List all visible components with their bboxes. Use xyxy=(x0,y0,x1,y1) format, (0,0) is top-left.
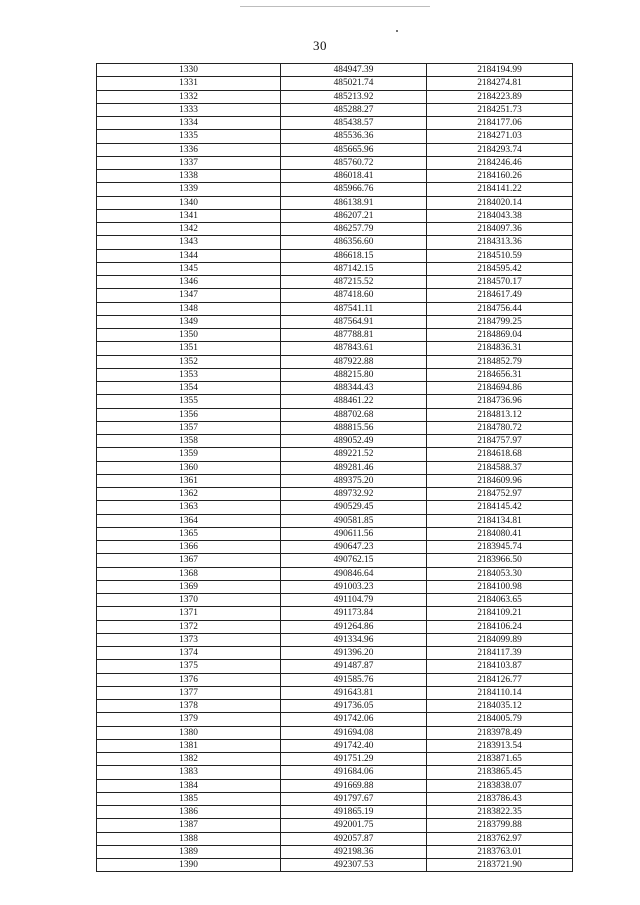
x-coordinate-cell: 491742.06 xyxy=(281,713,427,726)
table-row xyxy=(97,329,573,342)
x-coordinate-cell: 491643.81 xyxy=(281,686,427,699)
point-number-cell: 1343 xyxy=(97,236,281,249)
table-row xyxy=(97,779,573,792)
y-coordinate-cell: 2184570.17 xyxy=(427,276,573,289)
y-coordinate-cell: 2184063.65 xyxy=(427,594,573,607)
table-row xyxy=(97,64,573,77)
table-row xyxy=(97,143,573,156)
table-row xyxy=(97,435,573,448)
y-coordinate-cell: 2184100.98 xyxy=(427,580,573,593)
table-row xyxy=(97,726,573,739)
point-number-cell: 1386 xyxy=(97,806,281,819)
table-row xyxy=(97,792,573,805)
y-coordinate-cell: 2184223.89 xyxy=(427,90,573,103)
point-number-cell: 1344 xyxy=(97,249,281,262)
x-coordinate-cell: 492001.75 xyxy=(281,819,427,832)
x-coordinate-cell: 489221.52 xyxy=(281,448,427,461)
table-row xyxy=(97,527,573,540)
table-row xyxy=(97,806,573,819)
coordinates-table xyxy=(96,63,573,872)
x-coordinate-cell: 485288.27 xyxy=(281,103,427,116)
table-row xyxy=(97,130,573,143)
x-coordinate-cell: 491684.06 xyxy=(281,766,427,779)
point-number-cell: 1358 xyxy=(97,435,281,448)
table-row xyxy=(97,170,573,183)
point-number-cell: 1364 xyxy=(97,514,281,527)
y-coordinate-cell: 2184736.96 xyxy=(427,395,573,408)
y-coordinate-cell: 2183838.07 xyxy=(427,779,573,792)
point-number-cell: 1347 xyxy=(97,289,281,302)
y-coordinate-cell: 2184194.99 xyxy=(427,64,573,77)
x-coordinate-cell: 491797.67 xyxy=(281,792,427,805)
table-row xyxy=(97,382,573,395)
y-coordinate-cell: 2184780.72 xyxy=(427,421,573,434)
y-coordinate-cell: 2184852.79 xyxy=(427,355,573,368)
x-coordinate-cell: 491173.84 xyxy=(281,607,427,620)
point-number-cell: 1388 xyxy=(97,832,281,845)
x-coordinate-cell: 491487.87 xyxy=(281,660,427,673)
y-coordinate-cell: 2183822.35 xyxy=(427,806,573,819)
x-coordinate-cell: 491669.88 xyxy=(281,779,427,792)
y-coordinate-cell: 2184752.97 xyxy=(427,488,573,501)
y-coordinate-cell: 2184053.30 xyxy=(427,567,573,580)
point-number-cell: 1366 xyxy=(97,541,281,554)
point-number-cell: 1370 xyxy=(97,594,281,607)
y-coordinate-cell: 2183966.50 xyxy=(427,554,573,567)
point-number-cell: 1379 xyxy=(97,713,281,726)
y-coordinate-cell: 2184177.06 xyxy=(427,117,573,130)
table-row xyxy=(97,77,573,90)
point-number-cell: 1359 xyxy=(97,448,281,461)
x-coordinate-cell: 485665.96 xyxy=(281,143,427,156)
point-number-cell: 1337 xyxy=(97,156,281,169)
x-coordinate-cell: 486257.79 xyxy=(281,223,427,236)
y-coordinate-cell: 2184097.36 xyxy=(427,223,573,236)
table-row xyxy=(97,368,573,381)
x-coordinate-cell: 491334.96 xyxy=(281,633,427,646)
table-row xyxy=(97,223,573,236)
y-coordinate-cell: 2184293.74 xyxy=(427,143,573,156)
point-number-cell: 1331 xyxy=(97,77,281,90)
y-coordinate-cell: 2183913.54 xyxy=(427,739,573,752)
point-number-cell: 1369 xyxy=(97,580,281,593)
y-coordinate-cell: 2184271.03 xyxy=(427,130,573,143)
point-number-cell: 1385 xyxy=(97,792,281,805)
point-number-cell: 1363 xyxy=(97,501,281,514)
point-number-cell: 1351 xyxy=(97,342,281,355)
point-number-cell: 1371 xyxy=(97,607,281,620)
x-coordinate-cell: 491742.40 xyxy=(281,739,427,752)
table-row xyxy=(97,580,573,593)
x-coordinate-cell: 485021.74 xyxy=(281,77,427,90)
table-row xyxy=(97,541,573,554)
point-number-cell: 1352 xyxy=(97,355,281,368)
x-coordinate-cell: 487843.61 xyxy=(281,342,427,355)
point-number-cell: 1335 xyxy=(97,130,281,143)
x-coordinate-cell: 486618.15 xyxy=(281,249,427,262)
table-row xyxy=(97,739,573,752)
x-coordinate-cell: 485213.92 xyxy=(281,90,427,103)
x-coordinate-cell: 490529.45 xyxy=(281,501,427,514)
x-coordinate-cell: 491736.05 xyxy=(281,700,427,713)
point-number-cell: 1374 xyxy=(97,647,281,660)
y-coordinate-cell: 2184757.97 xyxy=(427,435,573,448)
y-coordinate-cell: 2184043.38 xyxy=(427,209,573,222)
x-coordinate-cell: 485760.72 xyxy=(281,156,427,169)
x-coordinate-cell: 490611.56 xyxy=(281,527,427,540)
point-number-cell: 1360 xyxy=(97,461,281,474)
point-number-cell: 1356 xyxy=(97,408,281,421)
x-coordinate-cell: 488344.43 xyxy=(281,382,427,395)
table-row xyxy=(97,249,573,262)
table-row xyxy=(97,474,573,487)
x-coordinate-cell: 489281.46 xyxy=(281,461,427,474)
table-row xyxy=(97,421,573,434)
y-coordinate-cell: 2183763.01 xyxy=(427,845,573,858)
table-row xyxy=(97,859,573,872)
table-row xyxy=(97,196,573,209)
y-coordinate-cell: 2183945.74 xyxy=(427,541,573,554)
point-number-cell: 1390 xyxy=(97,859,281,872)
page-number: 30 xyxy=(313,38,327,53)
y-coordinate-cell: 2184035.12 xyxy=(427,700,573,713)
point-number-cell: 1342 xyxy=(97,223,281,236)
y-coordinate-cell: 2184756.44 xyxy=(427,302,573,315)
x-coordinate-cell: 491585.76 xyxy=(281,673,427,686)
point-number-cell: 1330 xyxy=(97,64,281,77)
x-coordinate-cell: 491264.86 xyxy=(281,620,427,633)
point-number-cell: 1383 xyxy=(97,766,281,779)
point-number-cell: 1368 xyxy=(97,567,281,580)
x-coordinate-cell: 489052.49 xyxy=(281,435,427,448)
y-coordinate-cell: 2183871.65 xyxy=(427,753,573,766)
x-coordinate-cell: 487922.88 xyxy=(281,355,427,368)
table-row xyxy=(97,501,573,514)
y-coordinate-cell: 2184141.22 xyxy=(427,183,573,196)
point-number-cell: 1381 xyxy=(97,739,281,752)
point-number-cell: 1355 xyxy=(97,395,281,408)
x-coordinate-cell: 492057.87 xyxy=(281,832,427,845)
table-row xyxy=(97,673,573,686)
x-coordinate-cell: 491104.79 xyxy=(281,594,427,607)
y-coordinate-cell: 2184251.73 xyxy=(427,103,573,116)
x-coordinate-cell: 491751.29 xyxy=(281,753,427,766)
table-row xyxy=(97,554,573,567)
x-coordinate-cell: 485438.57 xyxy=(281,117,427,130)
x-coordinate-cell: 491865.19 xyxy=(281,806,427,819)
scan-speck xyxy=(396,30,398,32)
y-coordinate-cell: 2183865.45 xyxy=(427,766,573,779)
point-number-cell: 1339 xyxy=(97,183,281,196)
y-coordinate-cell: 2184110.14 xyxy=(427,686,573,699)
point-number-cell: 1365 xyxy=(97,527,281,540)
point-number-cell: 1348 xyxy=(97,302,281,315)
point-number-cell: 1334 xyxy=(97,117,281,130)
y-coordinate-cell: 2184836.31 xyxy=(427,342,573,355)
table-row xyxy=(97,567,573,580)
x-coordinate-cell: 491694.08 xyxy=(281,726,427,739)
x-coordinate-cell: 487564.91 xyxy=(281,315,427,328)
table-row xyxy=(97,209,573,222)
x-coordinate-cell: 491396.20 xyxy=(281,647,427,660)
y-coordinate-cell: 2183786.43 xyxy=(427,792,573,805)
table-row xyxy=(97,395,573,408)
table-row xyxy=(97,620,573,633)
point-number-cell: 1387 xyxy=(97,819,281,832)
point-number-cell: 1384 xyxy=(97,779,281,792)
point-number-cell: 1357 xyxy=(97,421,281,434)
y-coordinate-cell: 2184005.79 xyxy=(427,713,573,726)
table-row xyxy=(97,355,573,368)
y-coordinate-cell: 2184656.31 xyxy=(427,368,573,381)
y-coordinate-cell: 2183762.97 xyxy=(427,832,573,845)
table-row xyxy=(97,117,573,130)
y-coordinate-cell: 2184588.37 xyxy=(427,461,573,474)
coordinates-table-body xyxy=(97,64,573,872)
point-number-cell: 1338 xyxy=(97,170,281,183)
x-coordinate-cell: 489732.92 xyxy=(281,488,427,501)
point-number-cell: 1380 xyxy=(97,726,281,739)
table-row xyxy=(97,276,573,289)
y-coordinate-cell: 2184869.04 xyxy=(427,329,573,342)
x-coordinate-cell: 488815.56 xyxy=(281,421,427,434)
table-row xyxy=(97,90,573,103)
table-row xyxy=(97,461,573,474)
x-coordinate-cell: 487788.81 xyxy=(281,329,427,342)
x-coordinate-cell: 487142.15 xyxy=(281,262,427,275)
table-row xyxy=(97,289,573,302)
y-coordinate-cell: 2184106.24 xyxy=(427,620,573,633)
point-number-cell: 1340 xyxy=(97,196,281,209)
table-row xyxy=(97,183,573,196)
table-row xyxy=(97,819,573,832)
point-number-cell: 1341 xyxy=(97,209,281,222)
y-coordinate-cell: 2184274.81 xyxy=(427,77,573,90)
point-number-cell: 1353 xyxy=(97,368,281,381)
x-coordinate-cell: 489375.20 xyxy=(281,474,427,487)
y-coordinate-cell: 2184109.21 xyxy=(427,607,573,620)
x-coordinate-cell: 486207.21 xyxy=(281,209,427,222)
table-row xyxy=(97,686,573,699)
table-row xyxy=(97,753,573,766)
y-coordinate-cell: 2184103.87 xyxy=(427,660,573,673)
y-coordinate-cell: 2184134.81 xyxy=(427,514,573,527)
x-coordinate-cell: 490581.85 xyxy=(281,514,427,527)
table-row xyxy=(97,514,573,527)
point-number-cell: 1332 xyxy=(97,90,281,103)
table-row xyxy=(97,236,573,249)
point-number-cell: 1350 xyxy=(97,329,281,342)
x-coordinate-cell: 492307.53 xyxy=(281,859,427,872)
table-row xyxy=(97,488,573,501)
y-coordinate-cell: 2184160.26 xyxy=(427,170,573,183)
table-row xyxy=(97,594,573,607)
table-row xyxy=(97,845,573,858)
table-row xyxy=(97,660,573,673)
y-coordinate-cell: 2183799.88 xyxy=(427,819,573,832)
y-coordinate-cell: 2184595.42 xyxy=(427,262,573,275)
point-number-cell: 1372 xyxy=(97,620,281,633)
x-coordinate-cell: 492198.36 xyxy=(281,845,427,858)
x-coordinate-cell: 487541.11 xyxy=(281,302,427,315)
x-coordinate-cell: 491003.23 xyxy=(281,580,427,593)
y-coordinate-cell: 2184694.86 xyxy=(427,382,573,395)
point-number-cell: 1373 xyxy=(97,633,281,646)
point-number-cell: 1377 xyxy=(97,686,281,699)
point-number-cell: 1336 xyxy=(97,143,281,156)
table-row xyxy=(97,262,573,275)
table-row xyxy=(97,647,573,660)
table-row xyxy=(97,713,573,726)
point-number-cell: 1345 xyxy=(97,262,281,275)
point-number-cell: 1362 xyxy=(97,488,281,501)
x-coordinate-cell: 487418.60 xyxy=(281,289,427,302)
y-coordinate-cell: 2184126.77 xyxy=(427,673,573,686)
point-number-cell: 1382 xyxy=(97,753,281,766)
table-row xyxy=(97,408,573,421)
x-coordinate-cell: 485536.36 xyxy=(281,130,427,143)
x-coordinate-cell: 486356.60 xyxy=(281,236,427,249)
x-coordinate-cell: 488702.68 xyxy=(281,408,427,421)
table-row xyxy=(97,633,573,646)
x-coordinate-cell: 490647.23 xyxy=(281,541,427,554)
table-row xyxy=(97,342,573,355)
x-coordinate-cell: 484947.39 xyxy=(281,64,427,77)
x-coordinate-cell: 487215.52 xyxy=(281,276,427,289)
scan-edge-line xyxy=(240,6,430,7)
y-coordinate-cell: 2184099.89 xyxy=(427,633,573,646)
table-row xyxy=(97,302,573,315)
x-coordinate-cell: 490846.64 xyxy=(281,567,427,580)
y-coordinate-cell: 2184080.41 xyxy=(427,527,573,540)
x-coordinate-cell: 488461.22 xyxy=(281,395,427,408)
x-coordinate-cell: 486138.91 xyxy=(281,196,427,209)
y-coordinate-cell: 2184117.39 xyxy=(427,647,573,660)
y-coordinate-cell: 2184145.42 xyxy=(427,501,573,514)
y-coordinate-cell: 2183978.49 xyxy=(427,726,573,739)
x-coordinate-cell: 490762.15 xyxy=(281,554,427,567)
y-coordinate-cell: 2184813.12 xyxy=(427,408,573,421)
y-coordinate-cell: 2184799.25 xyxy=(427,315,573,328)
y-coordinate-cell: 2184313.36 xyxy=(427,236,573,249)
table-row xyxy=(97,766,573,779)
x-coordinate-cell: 488215.80 xyxy=(281,368,427,381)
point-number-cell: 1389 xyxy=(97,845,281,858)
point-number-cell: 1378 xyxy=(97,700,281,713)
y-coordinate-cell: 2184609.96 xyxy=(427,474,573,487)
y-coordinate-cell: 2184617.49 xyxy=(427,289,573,302)
point-number-cell: 1367 xyxy=(97,554,281,567)
table-row xyxy=(97,103,573,116)
y-coordinate-cell: 2184020.14 xyxy=(427,196,573,209)
point-number-cell: 1349 xyxy=(97,315,281,328)
table-row xyxy=(97,700,573,713)
point-number-cell: 1346 xyxy=(97,276,281,289)
y-coordinate-cell: 2184246.46 xyxy=(427,156,573,169)
point-number-cell: 1333 xyxy=(97,103,281,116)
point-number-cell: 1376 xyxy=(97,673,281,686)
table-row xyxy=(97,315,573,328)
table-row xyxy=(97,832,573,845)
y-coordinate-cell: 2184618.68 xyxy=(427,448,573,461)
x-coordinate-cell: 485966.76 xyxy=(281,183,427,196)
point-number-cell: 1375 xyxy=(97,660,281,673)
y-coordinate-cell: 2183721.90 xyxy=(427,859,573,872)
point-number-cell: 1361 xyxy=(97,474,281,487)
y-coordinate-cell: 2184510.59 xyxy=(427,249,573,262)
table-row xyxy=(97,607,573,620)
table-row xyxy=(97,156,573,169)
point-number-cell: 1354 xyxy=(97,382,281,395)
x-coordinate-cell: 486018.41 xyxy=(281,170,427,183)
table-row xyxy=(97,448,573,461)
